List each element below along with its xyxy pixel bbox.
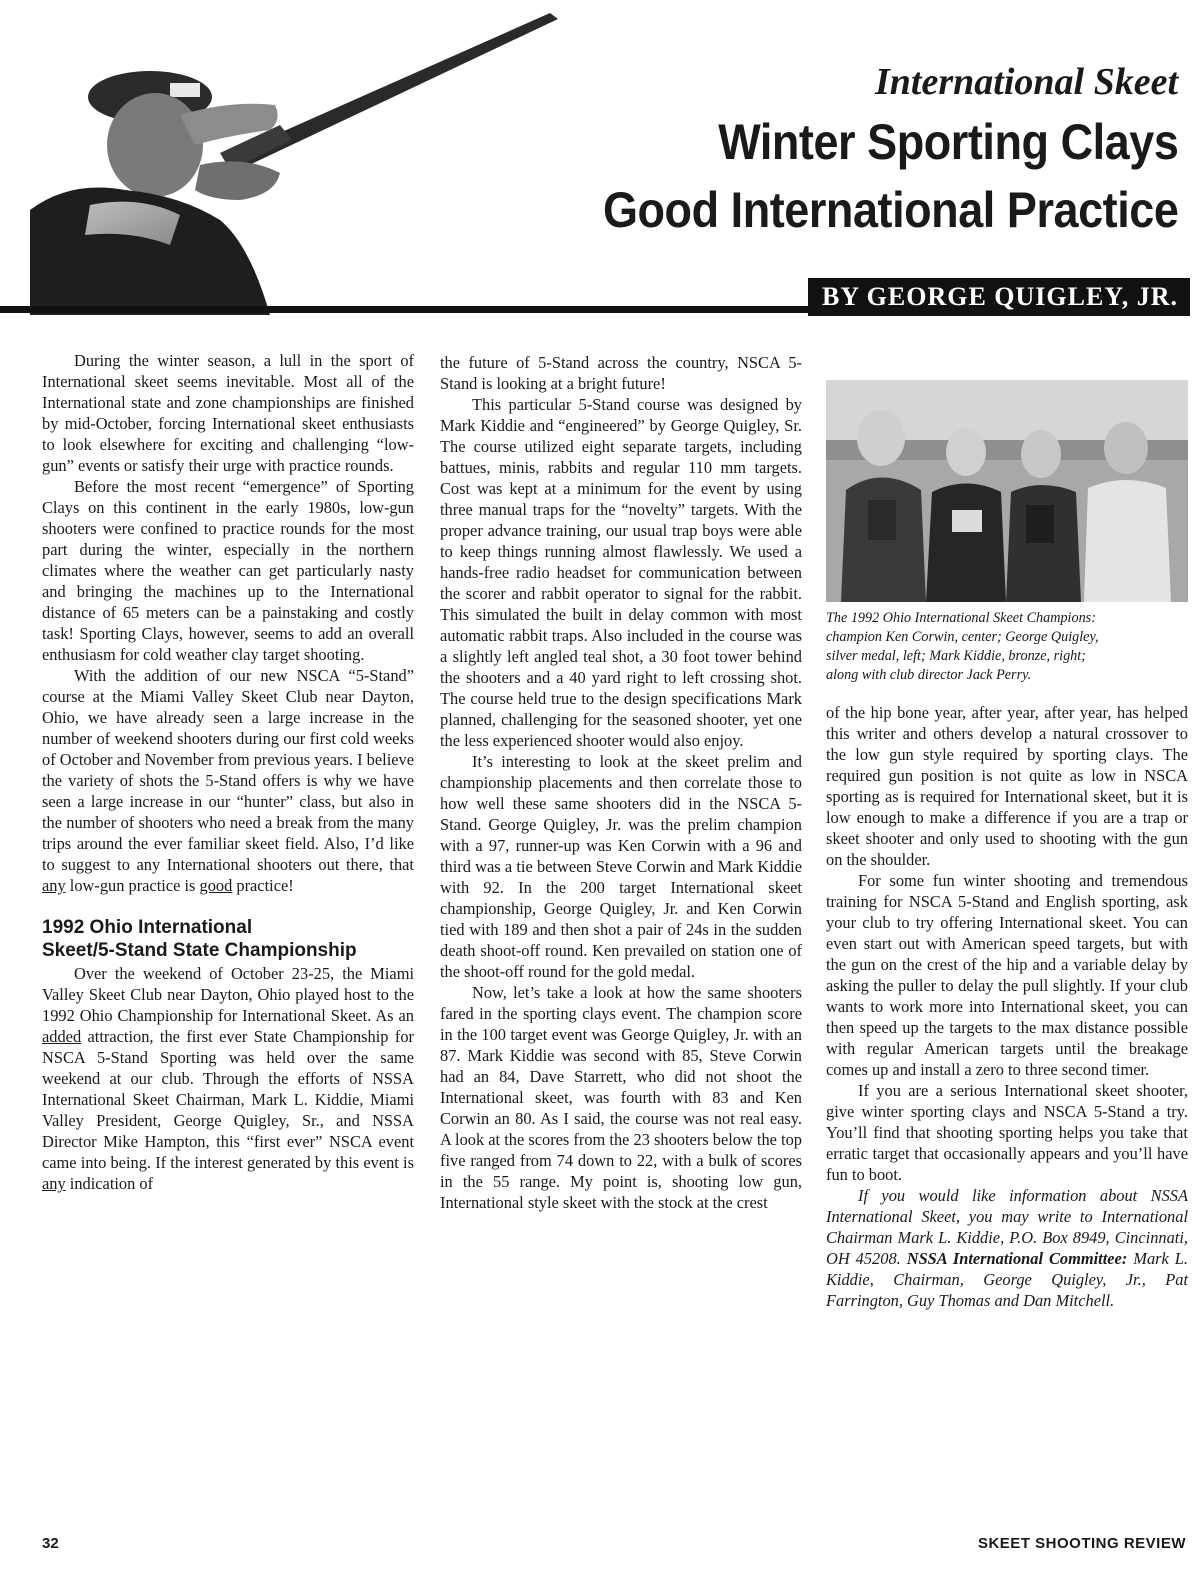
title-line-1: Winter Sporting Clays (717, 114, 1178, 170)
column-2 (440, 352, 802, 1213)
paragraph: With the addition of our new NSCA “5-Stand” course at the Miami Valley Skeet Club near Dayton, Ohio, we have already seen a large increase in the number of weekend shooters during our first cold weeks of October and November from previous years. I believe the variety of shots the 5-Stand offers is why we have seen a large increase in our “hunter” class, but also in the number of shooters who need a break from the many trips around the ever familiar skeet field. Also, I’d like to suggest to any International shooters out there, that any low-gun practice is good practice! (42, 666, 414, 895)
byline: BY GEORGE QUIGLEY, JR. (808, 278, 1190, 316)
photo-caption: The 1992 Ohio International Skeet Champions: champion Ken Corwin, center; George Quigley, silver medal, left; Mark Kiddie, bronze, right; along with club director Jack Perry. (826, 610, 1099, 683)
four-champions-group-photo (826, 380, 1188, 602)
article-title (603, 108, 1178, 244)
paragraph: Over the weekend of October 23-25, the Miami Valley Skeet Club near Dayton, Ohio played host to the 1992 Ohio Championship for International Skeet. As an added attraction, the first ever State Championship for NSCA 5-Stand Sporting was held over the same weekend at our club. Through the efforts of NSSA International Skeet Chairman, Mark L. Kiddie, Miami Valley President, George Quigley, Sr., and NSSA Director Mike Hampton, this “first ever” NSCA event came into being. If the interest generated by this event is any indication of (42, 964, 414, 1193)
page-number: 32 (42, 1535, 59, 1552)
paragraph: It’s interesting to look at the skeet prelim and championship placements and then correlate those to how well these same shooters did in the NSCA 5-Stand. George Quigley, Jr. was the prelim champion with a 97, runner-up was Ken Corwin with a 96 and third was a tie between Steve Corwin and Mark Kiddie with 92. In the 200 target International skeet championship, George Quigley, Jr. and Ken Corwin tied with 189 and then shot a pair of 24s in the sudden death shoot-off round. Ken prevailed on station one of the shoot-off round for the gold medal. (440, 752, 802, 981)
paragraph: Before the most recent “emergence” of Sporting Clays on this continent in the early 1980s, low-gun shooters were confined to practice rounds for the most part during the winter, especially in the northern climates where the weather can get particularly nasty and bringing the machines up to the International distance of 65 meters can be a painstaking and costly task! Sporting Clays, however, seems to add an overall enthusiasm for cold weather clay target shooting. (42, 477, 414, 664)
paragraph: If you are a serious International skeet shooter, give winter sporting clays and NSCA 5-Stand a try. You’ll find that shooting sporting helps you take that erratic target that occasionally appears and you’ll have fun to boot. (826, 1081, 1188, 1184)
section-subhead: 1992 Ohio International Skeet/5-Stand State Championship (42, 917, 357, 961)
article-header (0, 0, 1200, 320)
title-line-2: Good International Practice (602, 182, 1178, 238)
paragraph: For some fun winter shooting and tremendous training for NSCA 5-Stand and English sporting, ask your club to try offering International skeet. You can even start out with American speed targets, but with the gun on the crest of the hip and a variable delay by asking the puller to delay the pull slightly. If your club wants to work more into International skeet, you can then speed up the targets to the max distance possible with regular American targets until the breakage comes up and install a zero to three second timer. (826, 871, 1188, 1079)
column-3 (826, 702, 1188, 1311)
column-1 (42, 350, 414, 1194)
paragraph: During the winter season, a lull in the sport of International skeet seems inevitable. Most all of the International state and zone championships are finished by mid-October, forcing International skeet enthusiasts to look elsewhere for exciting and challenging “low-gun” events or satisfy their urge with practice rounds. (42, 351, 414, 475)
paragraph: Now, let’s take a look at how the same shooters fared in the sporting clays event. The champion score in the 100 target event was George Quigley, Jr. with an 87. Mark Kiddie was second with 85, Steve Corwin had an 84, Dave Starrett, who did not shoot the International skeet, was fourth with 83 and Ken Corwin an 80. As I said, the course was not real easy. A look at the scores from the 23 shooters below the top five ranged from 74 down to 22, with a bulk of scores in the 55 range. My point is, shooting low gun, International style skeet with the stock at the crest (440, 983, 802, 1212)
publication-name: SKEET SHOOTING REVIEW (977, 1535, 1186, 1552)
section-kicker: International Skeet (875, 61, 1178, 103)
paragraph: of the hip bone year, after year, after year, has helped this writer and others develop a natural crossover to the low gun style required by sporting clays. The required gun position is not quite as low in NSCA sporting as is required for International skeet, but it is low enough to make a difference if you are a trap or skeet shooter and only used to shooting with the gun on the shoulder. (826, 703, 1188, 869)
contact-info-paragraph: If you would like information about NSSA International Skeet, you may write to International Chairman Mark L. Kiddie, P.O. Box 8949, Cincinnati, OH 45208. NSSA International Committee: Mark L. Kiddie, Chairman, George Quigley, Jr., Pat Farrington, Guy Thomas and Dan Mitchell. (826, 1186, 1188, 1310)
shooter-aiming-shotgun-photo (30, 5, 590, 315)
paragraph: This particular 5-Stand course was designed by Mark Kiddie and “engineered” by George Quigley, Sr. The course utilized eight separate targets, including battues, minis, rabbits and regular 110 mm targets. Cost was kept at a minimum for the event by using three manual traps for the “novelty” targets. With the proper advance training, our usual trap boys were able to keep things running almost flawlessly. We used a hands-free radio headset for communication between the scorer and rabbit operator to signal for the rabbit. This simulated the built in delay common with most automatic rabbit traps. Also included in the course was a slightly left angled teal shot, a 30 foot tower behind the shooters and a 40 yard right to left crossing shot. The course held true to the design specifications Mark planned, challenging for the seasoned shooter, yet one the less experienced shooter would also enjoy. (440, 395, 802, 750)
paragraph: the future of 5-Stand across the country, NSCA 5-Stand is looking at a bright future! (440, 353, 802, 393)
